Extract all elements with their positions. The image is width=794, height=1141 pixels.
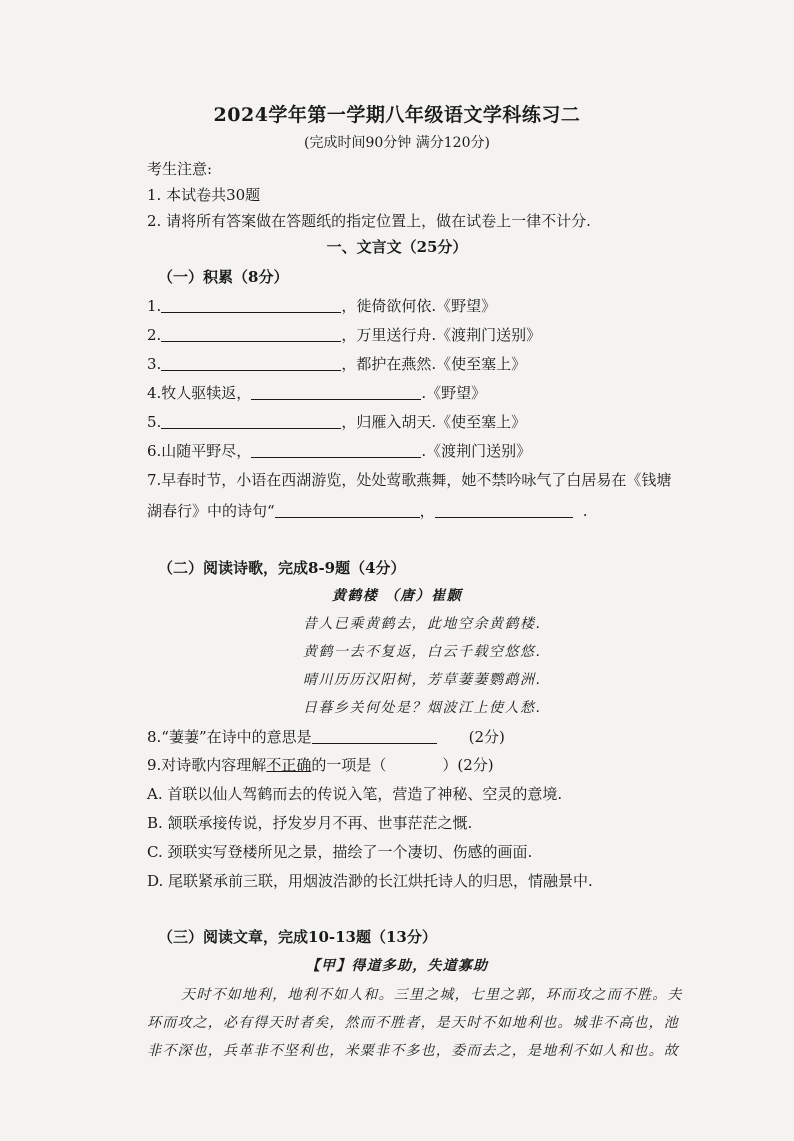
question-7-line-1: 7.早春时节，小语在西湖游览，处处莺歌燕舞，她不禁吟咏气了白居易在《钱塘 [147, 471, 672, 489]
poem-line: 晴川历历汉阳树，芳草萋萋鹦鹉洲. [303, 672, 542, 688]
answer-blank-7b[interactable] [435, 503, 573, 518]
question-5-number: 5. [147, 413, 162, 431]
question-9 [147, 754, 494, 775]
question-3-number: 3. [147, 355, 162, 373]
question-4-prefix: 4.牧人驱犊返， [147, 384, 252, 402]
question-7-comma: ， [419, 502, 435, 520]
poem-line: 黄鹤一去不复返，白云千载空悠悠. [303, 644, 542, 660]
question-9-prefix: 9.对诗歌内容理解 [147, 756, 267, 774]
question-2 [147, 324, 541, 345]
poem-line: 昔人已乘黄鹤去，此地空余黄鹤楼. [303, 616, 542, 632]
part-3-heading: （三）阅读文章，完成10-13题（13分） [158, 928, 437, 946]
question-4-suffix: .《野望》 [421, 384, 487, 402]
section-1-heading: 一、文言文（25分） [326, 238, 468, 256]
answer-blank-5[interactable] [161, 414, 341, 429]
answer-blank-4[interactable] [251, 385, 421, 400]
question-1 [147, 295, 496, 316]
answer-blank-1[interactable] [161, 298, 341, 313]
question-8-score: (2分) [468, 728, 505, 746]
question-6 [147, 440, 531, 461]
part-2-heading: （二）阅读诗歌，完成8-9题（4分） [158, 559, 406, 577]
question-1-text: ，徙倚欲何依.《野望》 [341, 297, 497, 315]
question-5-text: ，归雁入胡天.《使至塞上》 [341, 413, 527, 431]
question-6-suffix: .《渡荆门送别》 [421, 442, 532, 460]
notice-item-1: 1. 本试卷共30题 [147, 186, 261, 204]
option-a: A. 首联以仙人驾鹤而去的传说入笔，营造了神秘、空灵的意境. [147, 785, 563, 803]
answer-blank-2[interactable] [161, 327, 341, 342]
passage-line: 环而攻之，必有得天时者矣，然而不胜者，是天时不如地利也。城非不高也，池 [147, 1015, 679, 1031]
answer-blank-3[interactable] [161, 356, 341, 371]
exam-title: 2024学年第一学期八年级语文学科练习二 [213, 104, 581, 126]
answer-blank-8[interactable] [312, 729, 437, 744]
option-d: D. 尾联紧承前三联，用烟波浩渺的长江烘托诗人的归思，情融景中. [147, 872, 593, 890]
passage-title: 【甲】得道多助，失道寡助 [305, 958, 489, 974]
question-8-text: 8.“萋萋”在诗中的意思是 [147, 728, 312, 746]
question-7-period: . [582, 502, 588, 520]
question-3 [147, 353, 526, 374]
option-b: B. 颔联承接传说，抒发岁月不再、世事茫茫之慨. [147, 814, 473, 832]
question-1-number: 1. [147, 297, 162, 315]
notice-heading: 考生注意: [147, 160, 213, 178]
question-2-text: ，万里送行舟.《渡荆门送别》 [341, 326, 542, 344]
question-4 [147, 382, 486, 403]
question-5 [147, 411, 526, 432]
question-9-suffix: 的一项是（ [311, 756, 387, 774]
question-3-text: ，都护在燕然.《使至塞上》 [341, 355, 527, 373]
part-1-heading: （一）积累（8分） [158, 268, 289, 286]
passage-line: 非不深也，兵革非不坚利也，米粟非不多也，委而去之，是地利不如人和也。故 [147, 1043, 679, 1059]
answer-blank-6[interactable] [251, 443, 421, 458]
poem-title: 黄鹤楼 （唐）崔颢 [331, 588, 463, 604]
question-9-emphasis: 不正确 [266, 756, 312, 774]
answer-blank-7a[interactable] [275, 503, 420, 518]
option-c: C. 颈联实写登楼所见之景，描绘了一个凄切、伤感的画面. [147, 843, 533, 861]
exam-subtitle: (完成时间90分钟 满分120分) [304, 135, 490, 151]
poem-line: 日暮乡关何处是？烟波江上使人愁. [303, 700, 542, 716]
question-2-number: 2. [147, 326, 162, 344]
question-9-score: ）(2分) [442, 756, 494, 774]
question-7-prefix: 湖春行》中的诗句“ [147, 502, 275, 520]
question-7-line-2 [147, 500, 587, 521]
question-6-prefix: 6.山随平野尽， [147, 442, 252, 460]
passage-line: 天时不如地利，地利不如人和。三里之城，七里之郭，环而攻之而不胜。夫 [181, 987, 683, 1003]
notice-item-2: 2. 请将所有答案做在答题纸的指定位置上，做在试卷上一律不计分. [147, 212, 591, 230]
question-8 [147, 726, 505, 747]
